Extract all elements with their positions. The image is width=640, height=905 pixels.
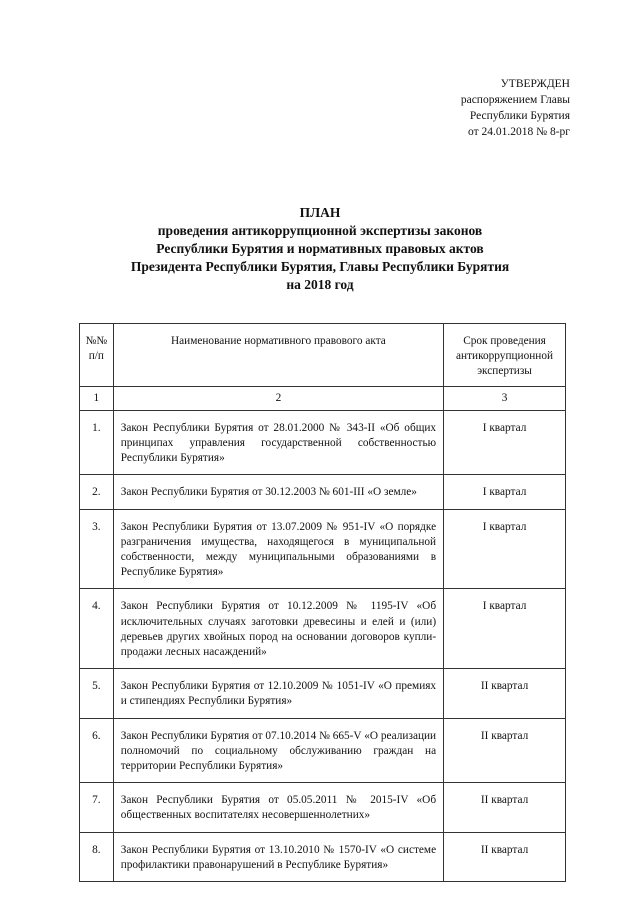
row-number: 5. — [80, 669, 114, 718]
plan-table — [79, 323, 566, 882]
table-row — [80, 718, 566, 783]
approval-line: УТВЕРЖДЕН — [500, 78, 570, 90]
row-number: 2. — [80, 475, 114, 509]
title-line: Президента Республики Бурятия, Главы Республики Бурятия — [130, 259, 510, 274]
act-term: II квартал — [444, 669, 566, 718]
approval-line: от 24.01.2018 № 8-рг — [467, 126, 570, 138]
row-number: 6. — [80, 718, 114, 783]
act-term: I квартал — [444, 475, 566, 509]
table-row — [80, 832, 566, 881]
act-name: Закон Республики Бурятия от 30.12.2003 № 601-III «О земле» — [113, 475, 443, 509]
document-title — [0, 204, 640, 294]
title-line: Республики Бурятия и нормативных правовых актов — [156, 241, 484, 256]
act-name: Закон Республики Бурятия от 05.05.2011 № 2015-IV «Об общественных воспитателях несовершеннолетних» — [113, 783, 443, 832]
column-number: 3 — [444, 386, 566, 410]
act-name: Закон Республики Бурятия от 12.10.2009 № 1051-IV «О премиях и стипендиях Республики Бурятия» — [113, 669, 443, 718]
act-name: Закон Республики Бурятия от 13.07.2009 № 951-IV «О порядке разграничения имущества, находящегося в муниципальной собственности, между муниципальными образованиями в Республике Бурятия» — [113, 509, 443, 589]
approval-stamp — [461, 76, 570, 140]
table-row — [80, 475, 566, 509]
act-term: II квартал — [444, 783, 566, 832]
row-number: 3. — [80, 509, 114, 589]
row-number: 4. — [80, 589, 114, 669]
act-name: Закон Республики Бурятия от 13.10.2010 № 1570-IV «О системе профилактики правонарушений в Республике Бурятия» — [113, 832, 443, 881]
table-row — [80, 589, 566, 669]
header-act-name: Наименование нормативного правового акта — [113, 324, 443, 387]
title-heading: ПЛАН — [299, 205, 341, 220]
act-term: I квартал — [444, 410, 566, 475]
header-number: №№ п/п — [80, 324, 114, 387]
row-number: 1. — [80, 410, 114, 475]
act-term: II квартал — [444, 718, 566, 783]
act-name: Закон Республики Бурятия от 28.01.2000 № 343-II «Об общих принципах управления государственной собственностью Республики Бурятия» — [113, 410, 443, 475]
act-term: II квартал — [444, 832, 566, 881]
header-term: Срок проведения антикоррупционной экспертизы — [444, 324, 566, 387]
act-term: I квартал — [444, 589, 566, 669]
column-numbers-row — [80, 386, 566, 410]
column-number: 1 — [80, 386, 114, 410]
title-line: на 2018 год — [286, 277, 354, 292]
table-header-row — [80, 324, 566, 387]
approval-line: Республики Бурятия — [469, 110, 570, 122]
act-name: Закон Республики Бурятия от 10.12.2009 № 1195-IV «Об исключительных случаях заготовки древесины и елей и (или) деревьев других хвойных пород на основании договоров купли-продажи лесных насаждений» — [113, 589, 443, 669]
act-term: I квартал — [444, 509, 566, 589]
table-row — [80, 669, 566, 718]
row-number: 7. — [80, 783, 114, 832]
title-line: проведения антикоррупционной экспертизы законов — [157, 223, 483, 238]
act-name: Закон Республики Бурятия от 07.10.2014 № 665-V «О реализации полномочий по социальному обслуживанию граждан на территории Республики Бурятия» — [113, 718, 443, 783]
row-number: 8. — [80, 832, 114, 881]
approval-line: распоряжением Главы — [460, 94, 570, 106]
column-number: 2 — [113, 386, 443, 410]
table-row — [80, 783, 566, 832]
table-row — [80, 509, 566, 589]
table-row — [80, 410, 566, 475]
